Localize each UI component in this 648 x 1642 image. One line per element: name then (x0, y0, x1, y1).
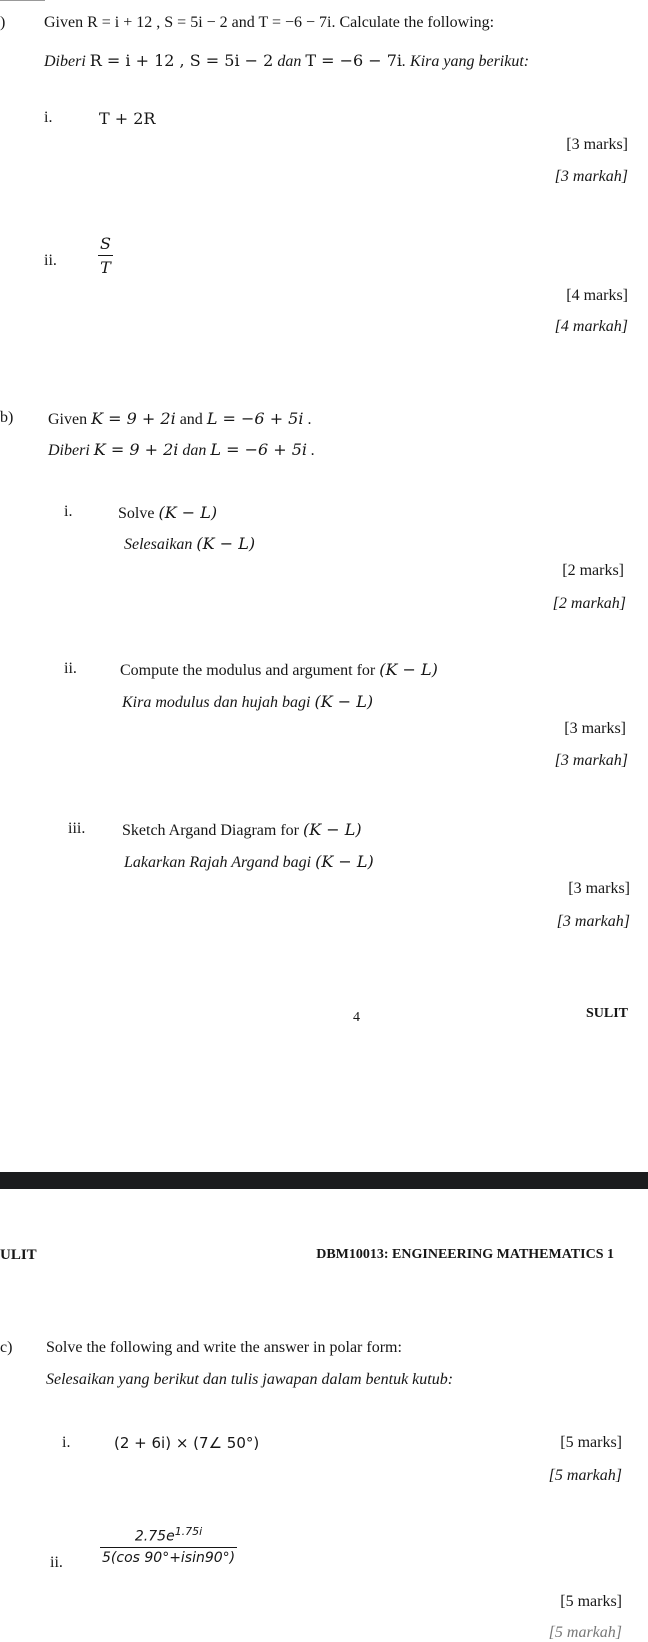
b-en-k: K = 9 + 2i (91, 409, 176, 428)
item-b-ii-en-text: Compute the modulus and argument for (120, 662, 380, 679)
ms-expr2: T = −6 − 7i (305, 51, 403, 70)
fraction-bar (100, 1547, 237, 1548)
section-a-question-ms (44, 51, 529, 71)
fraction-denominator: 5(cos 90°+isin90°) (102, 1549, 236, 1566)
item-b-iii-ms (124, 852, 374, 872)
item-a-ii-marks: [4 marks] (566, 287, 628, 304)
item-b-iii-number: iii. (68, 820, 86, 837)
item-b-i-marks: [2 marks] (562, 562, 624, 579)
item-b-ii-ms (122, 692, 373, 712)
item-b-iii-marks: [3 marks] (568, 880, 630, 897)
item-b-ii-marks: [3 marks] (564, 720, 626, 737)
item-b-i-ms-text: Selesaikan (124, 536, 197, 553)
ms-dan: dan (273, 53, 306, 70)
item-b-i-markah: [2 markah] (552, 595, 626, 612)
item-b-iii-en-expr: (K − L) (303, 820, 362, 839)
item-a-i-markah: [3 markah] (554, 168, 628, 185)
b-ms-k: K = 9 + 2i (93, 440, 179, 459)
footer-classification: SULIT (585, 1006, 628, 1021)
b-ms-l: L = −6 + 5i (210, 440, 308, 459)
item-b-iii-ms-expr: (K − L) (315, 852, 374, 871)
item-c-ii-marks: [5 marks] (560, 1593, 622, 1610)
b-en-prefix: Given (48, 411, 92, 428)
item-b-i-ms-expr: (K − L) (196, 534, 256, 553)
fraction-bar (98, 255, 113, 256)
numerator-base: 2.75e (134, 1528, 175, 1545)
section-b-question-ms (48, 440, 315, 460)
fraction-denominator: T (100, 258, 111, 277)
ms-suffix: . Kira yang berikut: (402, 53, 530, 70)
item-b-iii-en (122, 820, 362, 840)
item-a-ii-number: ii. (44, 252, 57, 269)
item-c-i-markah: [5 markah] (548, 1467, 622, 1484)
item-c-ii-number: ii. (50, 1554, 63, 1571)
item-a-i-marks: [3 marks] (566, 136, 628, 153)
item-c-i-number: i. (62, 1434, 71, 1451)
item-c-i-expression: (2 + 6i) × (7∠ 50°) (114, 1434, 260, 1452)
item-b-ii-ms-expr: (K − L) (314, 692, 374, 711)
numerator-exponent: 1.75i (174, 1525, 203, 1538)
ms-expr: R = i + 12 , S = 5i − 2 (89, 51, 274, 70)
item-b-i-ms (124, 534, 255, 554)
section-c-question-en: Solve the following and write the answer in polar form: (46, 1339, 402, 1356)
item-b-i-en (118, 503, 217, 523)
ms-prefix: Diberi (44, 53, 90, 70)
section-c-question-ms: Selesaikan yang berikut dan tulis jawapan dalam bentuk kutub: (46, 1371, 454, 1388)
page-divider (0, 1172, 648, 1189)
section-a-label: ) (0, 14, 6, 31)
item-c-i-marks: [5 marks] (560, 1434, 622, 1451)
course-title: DBM10013: ENGINEERING MATHEMATICS 1 (316, 1247, 614, 1262)
item-a-i-expression: T + 2R (99, 109, 156, 128)
item-b-ii-ms-text: Kira modulus dan hujah bagi (122, 694, 315, 711)
b-ms-end: . (307, 442, 316, 459)
item-b-i-en-expr: (K − L) (158, 503, 218, 522)
item-b-iii-ms-text: Lakarkan Rajah Argand bagi (124, 854, 316, 871)
page-number: 4 (353, 1010, 360, 1025)
item-b-ii-en (120, 660, 438, 680)
b-ms-dan: dan (178, 442, 211, 459)
b-en-end: . (303, 411, 312, 428)
section-b-label: b) (0, 409, 14, 426)
fraction-numerator: S (100, 234, 111, 253)
item-b-iii-en-text: Sketch Argand Diagram for (122, 822, 303, 839)
item-b-ii-number: ii. (64, 660, 77, 677)
top-edge-line (0, 0, 45, 1)
item-b-i-en-text: Solve (118, 505, 159, 522)
item-b-i-number: i. (64, 503, 73, 520)
item-b-ii-markah: [3 markah] (554, 752, 628, 769)
b-ms-prefix: Diberi (48, 442, 94, 459)
item-b-iii-markah: [3 markah] (556, 913, 630, 930)
section-b-question-en (48, 409, 311, 429)
b-en-l: L = −6 + 5i (206, 409, 304, 428)
item-a-ii-fraction (98, 234, 113, 277)
fraction-numerator (133, 1525, 204, 1545)
item-b-ii-en-expr: (K − L) (379, 660, 438, 679)
section-a-question-en: Given R = i + 12 , S = 5i − 2 and T = −6 − 7i. Calculate the following: (44, 14, 495, 31)
b-en-and: and (175, 411, 207, 428)
header-classification: ULIT (0, 1247, 37, 1263)
section-c-label: c) (0, 1339, 13, 1356)
item-a-i-number: i. (44, 109, 53, 126)
item-a-ii-markah: [4 markah] (554, 318, 628, 335)
item-c-ii-fraction (100, 1525, 237, 1566)
item-c-ii-markah: [5 markah] (548, 1624, 622, 1641)
